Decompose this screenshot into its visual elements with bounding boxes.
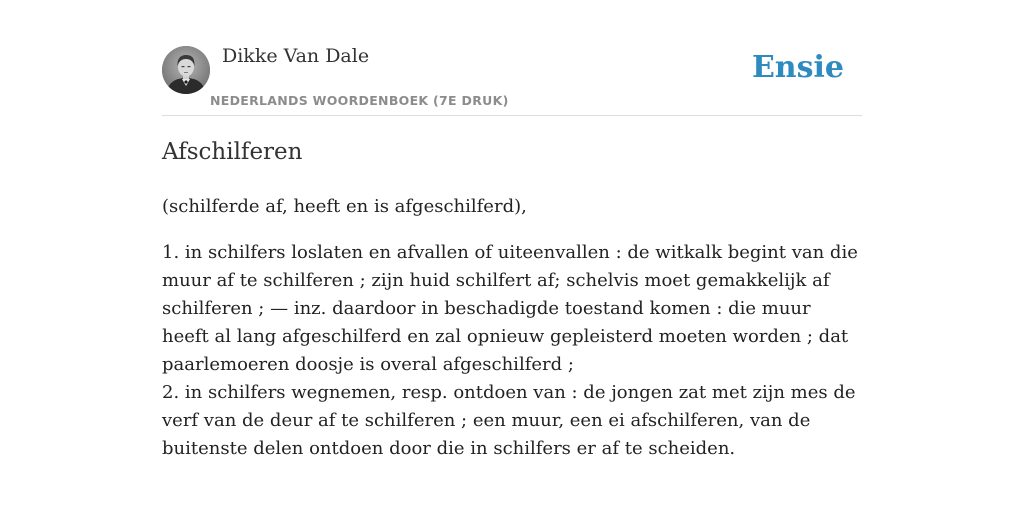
entry-term: Afschilferen (162, 139, 303, 165)
author-avatar[interactable] (162, 46, 210, 94)
portrait-image (162, 46, 210, 94)
entry-header (162, 0, 862, 116)
entry-definitions (162, 239, 862, 463)
entry-card (162, 0, 862, 459)
definition-item: 1. in schilfers loslaten en afvallen of uiteenvallen : de witkalk begint van die muur af te schilferen ; zijn huid schilfert af; schelvis moet gemakkelijk af schilferen ; — inz. daardoor in beschadigde toestand komen : die muur heeft al lang afgeschilferd en zal opnieuw gepleisterd moeten worden ; dat paarlemoeren doosje is overal afgeschilferd ; (162, 242, 858, 375)
definition-item: 2. in schilfers wegnemen, resp. ontdoen van : de jongen zat met zijn mes de verf van de deur af te schilferen ; een muur, een ei afschilferen, van de buitenste delen ontdoen door die in schilfers er af te scheiden. (162, 382, 856, 459)
entry-grammar: (schilferde af, heeft en is afgeschilferd), (162, 196, 527, 217)
source-label[interactable]: NEDERLANDS WOORDENBOEK (7E DRUK) (210, 93, 509, 108)
author-name[interactable]: Dikke Van Dale (222, 45, 370, 67)
ensie-logo[interactable]: Ensie (751, 50, 844, 85)
